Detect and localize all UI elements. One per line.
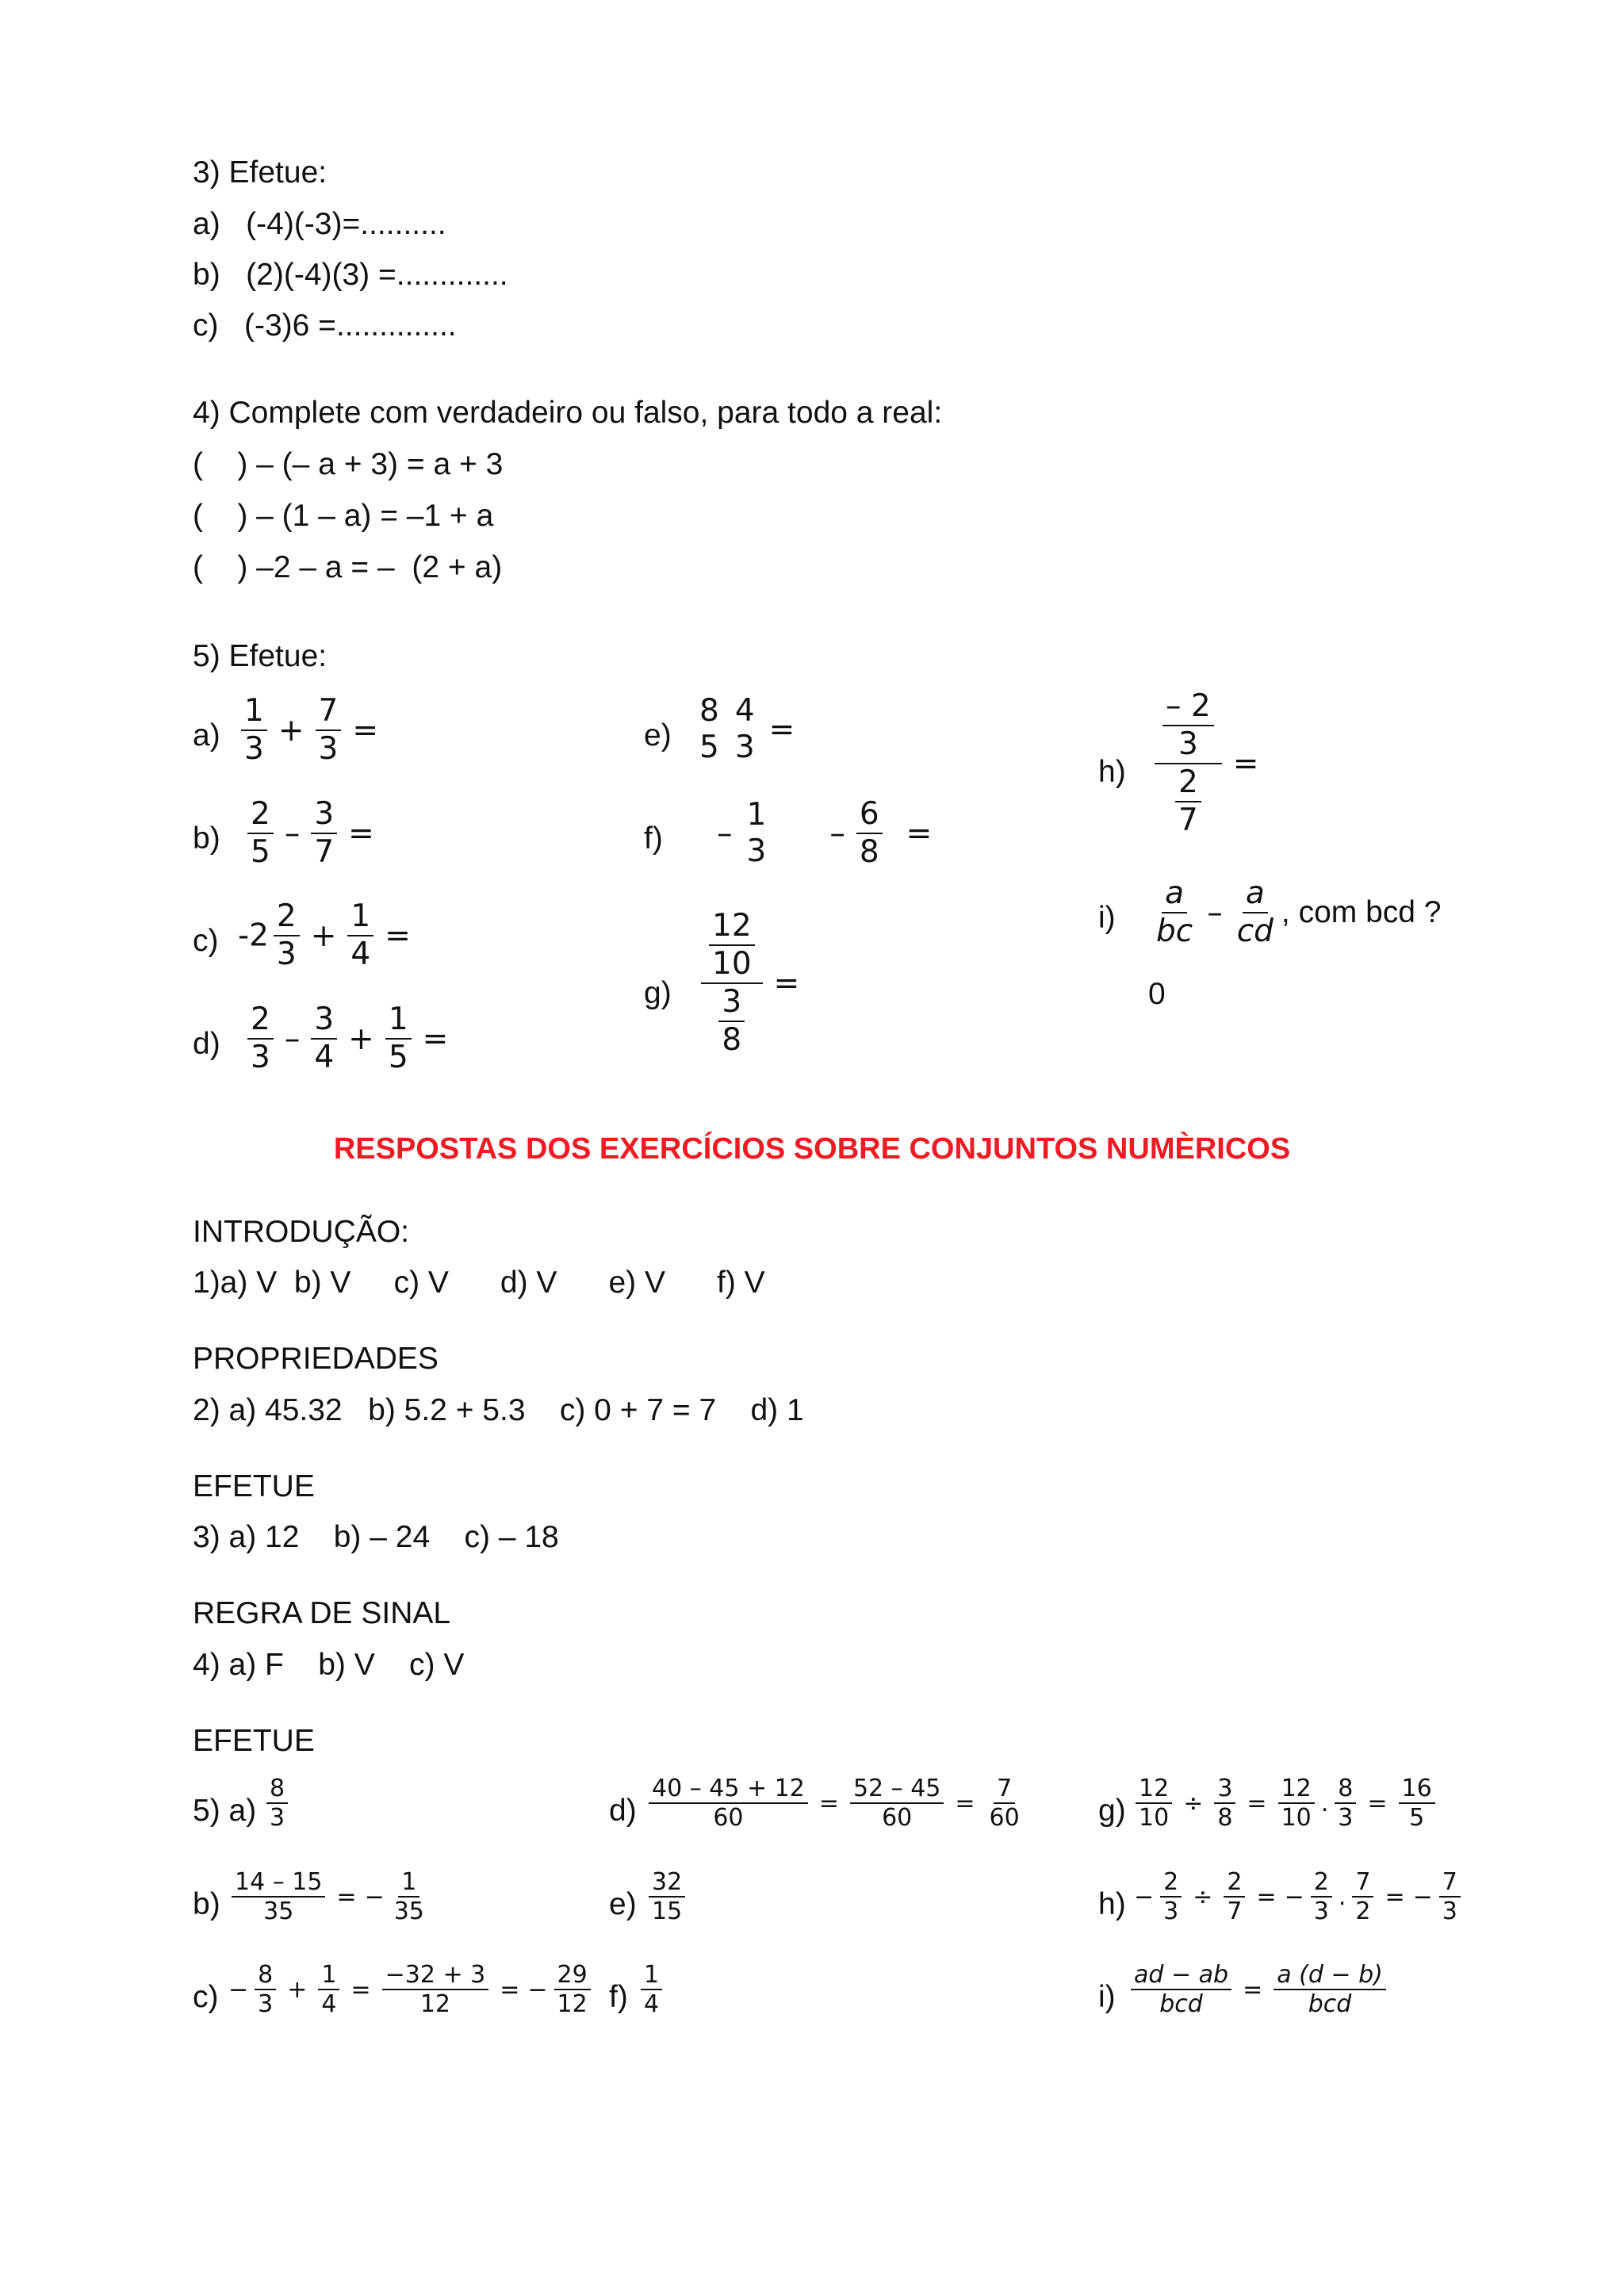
r5e-label: e) xyxy=(609,1887,637,1921)
q5g-label: g) xyxy=(644,976,672,1010)
r5d-expression: $\frac{40 - 45 + 12}{60}$ = $\frac{52 - 45}{60}$ = $\frac{7}{60}$ xyxy=(644,1775,1028,1833)
fraction: $\frac{8}{3}$ xyxy=(255,1961,276,2019)
r5f-label: f) xyxy=(609,1980,628,2014)
q5d-expression: $\frac{2}{3}$ – $\frac{3}{4}$ + $\frac{1}{5}$ = xyxy=(243,1001,454,1076)
fraction: $\frac{16}{5}$ xyxy=(1399,1775,1435,1833)
q5h-expression: $\frac{\frac{- 2}{3}}{\frac{2}{7}}$ = xyxy=(1150,688,1265,839)
fraction: $\frac{1}{5}$ xyxy=(385,1001,412,1076)
q5a-expression: $\frac{1}{3}$ + $\frac{7}{3}$ = xyxy=(236,693,385,768)
fraction: $\frac{2}{7}$ xyxy=(1175,764,1201,839)
q5d-label: d) xyxy=(193,1027,220,1061)
q5c-expression: -2 $\frac{2}{3}$ + $\frac{1}{4}$ = xyxy=(238,898,411,973)
q5a-label: a) xyxy=(193,718,220,753)
fraction: $\frac{1}{4}$ xyxy=(347,898,373,973)
fraction: $\frac{1}{3}$ xyxy=(241,693,267,768)
fraction: $\frac{14 - 15}{35}$ xyxy=(232,1868,325,1926)
fraction: $\frac{7}{3}$ xyxy=(1439,1868,1461,1926)
answers-title: RESPOSTAS DOS EXERCÍCIOS SOBRE CONJUNTOS NUMÈRICOS xyxy=(333,1132,1291,1166)
fraction: $\frac{2}{7}$ xyxy=(1224,1868,1245,1926)
efetue-heading: EFETUE xyxy=(193,1469,315,1503)
r5h-expression: − $\frac{2}{3}$ ÷ $\frac{2}{7}$ = − $\frac{2}{3}$ . $\frac{7}{2}$ = − $\frac{7}{3}$ xyxy=(1132,1868,1465,1926)
q5e-expression: 8 5 4 3 = xyxy=(691,693,801,766)
q4-heading: 4) Complete com verdadeiro ou falso, para todo a real: xyxy=(193,396,943,430)
r5d-label: d) xyxy=(609,1794,637,1828)
fraction: $\frac{3}{7}$ xyxy=(311,796,337,871)
fraction: $\frac{6}{8}$ xyxy=(856,796,883,871)
r5i-expression: $\frac{ad - ab}{\text{bcd}}$ = $\frac{a (d - b)}{\text{bcd}}$ xyxy=(1126,1961,1391,2019)
q5c-label: c) xyxy=(193,924,219,958)
fraction: $\frac{3}{4}$ xyxy=(311,1001,337,1076)
q5h-label: h) xyxy=(1098,755,1126,789)
q3-item-c: c) (-3)6 =.............. xyxy=(193,308,457,343)
fraction: $\frac{1}{35}$ xyxy=(393,1868,424,1926)
r5c-label: c) xyxy=(193,1980,219,2014)
q5b-label: b) xyxy=(193,821,220,856)
q3-item-b: b) (2)(-4)(3) =............. xyxy=(193,258,508,292)
fraction: $\frac{52 - 45}{60}$ xyxy=(850,1775,944,1833)
fraction: $\frac{32}{15}$ xyxy=(649,1868,685,1926)
q5i-label: i) xyxy=(1098,901,1116,935)
q3-heading: 3) Efetue: xyxy=(193,155,327,190)
fraction: $\frac{3}{8}$ xyxy=(718,984,745,1059)
fraction: $\frac{8}{3}$ xyxy=(266,1775,288,1833)
r5a-expression xyxy=(262,1775,293,1833)
r5h-label: h) xyxy=(1098,1887,1126,1921)
fraction: $\frac{12}{10}$ xyxy=(1136,1775,1172,1833)
sinal-heading: REGRA DE SINAL xyxy=(193,1596,451,1630)
q4-item-2: ( ) – (1 – a) = –1 + a xyxy=(193,499,494,533)
r5e-expression xyxy=(644,1868,690,1926)
q5g-expression: $\frac{\frac{12}{10}}{\frac{3}{8}}$ = xyxy=(696,908,806,1059)
fraction: 8 5 xyxy=(699,693,719,766)
prop-answers: 2) a) 45.32 b) 5.2 + 5.3 c) 0 + 7 = 7 d) 1 xyxy=(193,1393,804,1427)
fraction: $\frac{2}{3}$ xyxy=(274,898,300,973)
fraction: $\frac{-32 + 3}{12}$ xyxy=(382,1961,489,2019)
sinal-answers: 4) a) F b) V c) V xyxy=(193,1648,465,1682)
r5g-expression: $\frac{12}{10}$ ÷ $\frac{3}{8}$ = $\frac{12}{10}$ . $\frac{8}{3}$ = $\frac{16}{5}$ xyxy=(1131,1775,1440,1833)
q5b-expression: $\frac{2}{5}$ – $\frac{3}{7}$ = xyxy=(243,796,381,871)
fraction: $\frac{7}{2}$ xyxy=(1352,1868,1373,1926)
q5f-label: f) xyxy=(644,821,663,856)
complex-fraction xyxy=(1155,688,1222,839)
fraction: $\frac{a}{bc}$ xyxy=(1156,875,1193,950)
fraction: $\frac{12}{10}$ xyxy=(1278,1775,1315,1833)
r5g-label: g) xyxy=(1098,1794,1126,1828)
r5b-label: b) xyxy=(193,1887,220,1921)
q4-item-3: ( ) –2 – a = – (2 + a) xyxy=(193,550,503,584)
r5b-expression: $\frac{14 - 15}{35}$ = − $\frac{1}{35}$ xyxy=(227,1868,432,1926)
efetue-answers: 3) a) 12 b) – 24 c) – 18 xyxy=(193,1520,559,1554)
q5i-expression: $\frac{a}{bc}$ – $\frac{a}{cd}$ , com bcd ? xyxy=(1148,875,1442,950)
fraction: $\frac{7}{60}$ xyxy=(989,1775,1020,1833)
fraction: $\frac{1}{4}$ xyxy=(641,1961,662,2019)
q5e-label: e) xyxy=(644,718,672,753)
fraction: 1 3 xyxy=(746,797,767,870)
fraction: $\frac{8}{3}$ xyxy=(1335,1775,1356,1833)
fraction: $\frac{12}{10}$ xyxy=(709,908,755,982)
fraction: $\frac{2}{3}$ xyxy=(247,1001,274,1076)
fraction: $\frac{2}{3}$ xyxy=(1311,1868,1332,1926)
q3-item-a: a) (-4)(-3)=.......... xyxy=(193,207,446,241)
q5f-expression: – 1 3 – $\frac{6}{8}$ = xyxy=(717,796,933,871)
fraction: $\frac{7}{3}$ xyxy=(316,693,342,768)
r5f-expression xyxy=(636,1961,667,2019)
fraction: $\frac{3}{8}$ xyxy=(1214,1775,1235,1833)
r5c-expression: − $\frac{8}{3}$ + $\frac{1}{4}$ = $\frac{-32 + 3}{12}$ = − $\frac{29}{12}$ xyxy=(227,1961,596,2019)
fraction: $\frac{a}{cd}$ xyxy=(1236,875,1274,950)
q4-item-1: ( ) – (– a + 3) = a + 3 xyxy=(193,447,504,481)
fraction: $\frac{2}{3}$ xyxy=(1160,1868,1182,1926)
intro-answers: 1)a) V b) V c) V d) V e) V f) V xyxy=(193,1266,765,1300)
efetue2-heading: EFETUE xyxy=(193,1724,315,1758)
fraction: $\frac{2}{5}$ xyxy=(247,796,274,871)
fraction: $\frac{a (d - b)}{\text{bcd}}$ xyxy=(1274,1961,1386,2019)
prop-heading: PROPRIEDADES xyxy=(193,1342,439,1376)
fraction: $\frac{40 - 45 + 12}{60}$ xyxy=(649,1775,808,1833)
fraction: $\frac{ad - ab}{\text{bcd}}$ xyxy=(1131,1961,1231,2019)
fraction: $\frac{29}{12}$ xyxy=(554,1961,591,2019)
r5a-label: 5) a) xyxy=(193,1794,257,1828)
complex-fraction xyxy=(701,908,763,1059)
q5i-zero: 0 xyxy=(1148,977,1166,1011)
intro-heading: INTRODUÇÃO: xyxy=(193,1215,409,1249)
fraction: $\frac{- 2}{3}$ xyxy=(1162,688,1214,763)
fraction: 4 3 xyxy=(734,693,755,766)
fraction: $\frac{1}{4}$ xyxy=(318,1961,339,2019)
r5i-label: i) xyxy=(1098,1980,1116,2014)
q5-heading: 5) Efetue: xyxy=(193,639,327,673)
